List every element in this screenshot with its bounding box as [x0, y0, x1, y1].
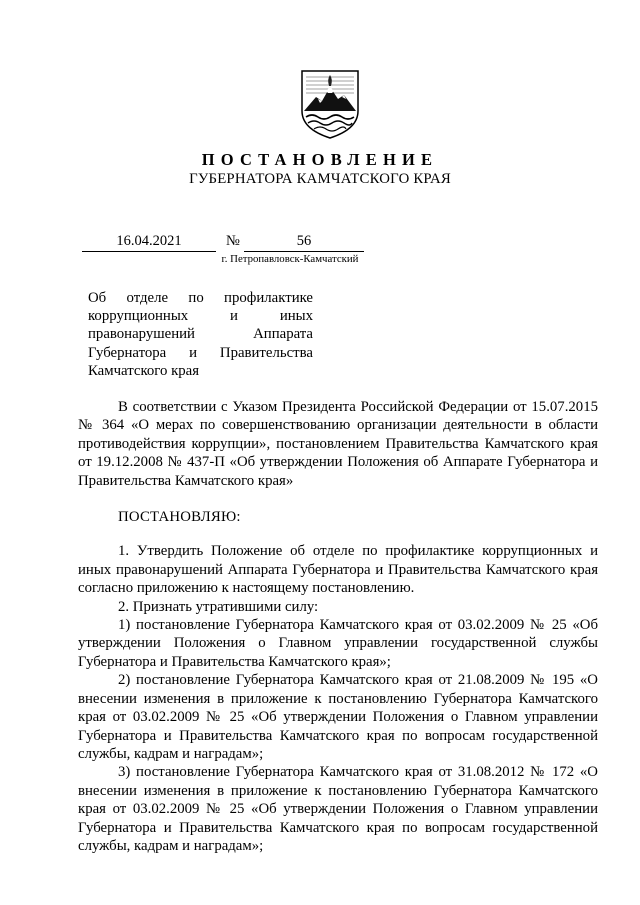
preamble-paragraph: В соответствии с Указом Президента Российской Федерации от 15.07.2015 № 364 «О мерах по совершенствованию организации деятельности в области противодействия коррупции», постановлением Правительства Камчатского края от 19.12.2008 № 437-П «Об утверждении Положения об Аппарате Губернатора и Правительства Камчатского края»	[78, 399, 598, 489]
decree-number: 56	[244, 233, 364, 252]
document-title: ПОСТАНОВЛЕНИЕ	[201, 150, 439, 169]
clause-2-item-2: 2) постановление Губернатора Камчатского края от 21.08.2009 № 195 «О внесении изменения в приложение к постановлению Губернатора Камчатского края от 03.02.2009 № 25 «Об утверждении Положения о Главном управлении Губернатора и Правительства Камчатского края по вопросам государственной службы, кадрам и наградам»;	[78, 672, 598, 762]
clause-2: 2. Признать утратившими силу:	[118, 598, 319, 615]
number-sign: №	[226, 233, 240, 249]
clause-2-item-1: 1) постановление Губернатора Камчатского края от 03.02.2009 № 25 «Об утверждении Положения о Главном управлении государственной службы Губернатора и Правительства Камчатского края»;	[78, 617, 598, 670]
decree-subject: Об отделе по профилактике коррупционных и иных правонарушений Аппарата Губернатора и Правительства Камчатского края	[88, 290, 313, 379]
resolution-heading: ПОСТАНОВЛЯЮ:	[118, 509, 241, 526]
document-body	[78, 398, 598, 855]
clause-1: 1. Утвердить Положение об отделе по профилактике коррупционных и иных правонарушений Аппарата Губернатора и Правительства Камчатского края согласно приложению к настоящему постановлению.	[78, 543, 598, 597]
city-name: г. Петропавловск-Камчатский	[221, 253, 359, 265]
coat-of-arms-icon	[298, 67, 362, 141]
decree-date: 16.04.2021	[82, 233, 216, 252]
document-subtitle: ГУБЕРНАТОРА КАМЧАТСКОГО КРАЯ	[189, 171, 451, 187]
clause-2-item-3: 3) постановление Губернатора Камчатского края от 31.08.2012 № 172 «О внесении изменения в приложение к постановлению Губернатора Камчатского края от 03.02.2009 № 25 «Об утверждении Положения о Главном управлении Губернатора и Правительства Камчатского края по вопросам государственной службы, кадрам и наградам»;	[78, 764, 598, 854]
city-line	[0, 253, 640, 265]
